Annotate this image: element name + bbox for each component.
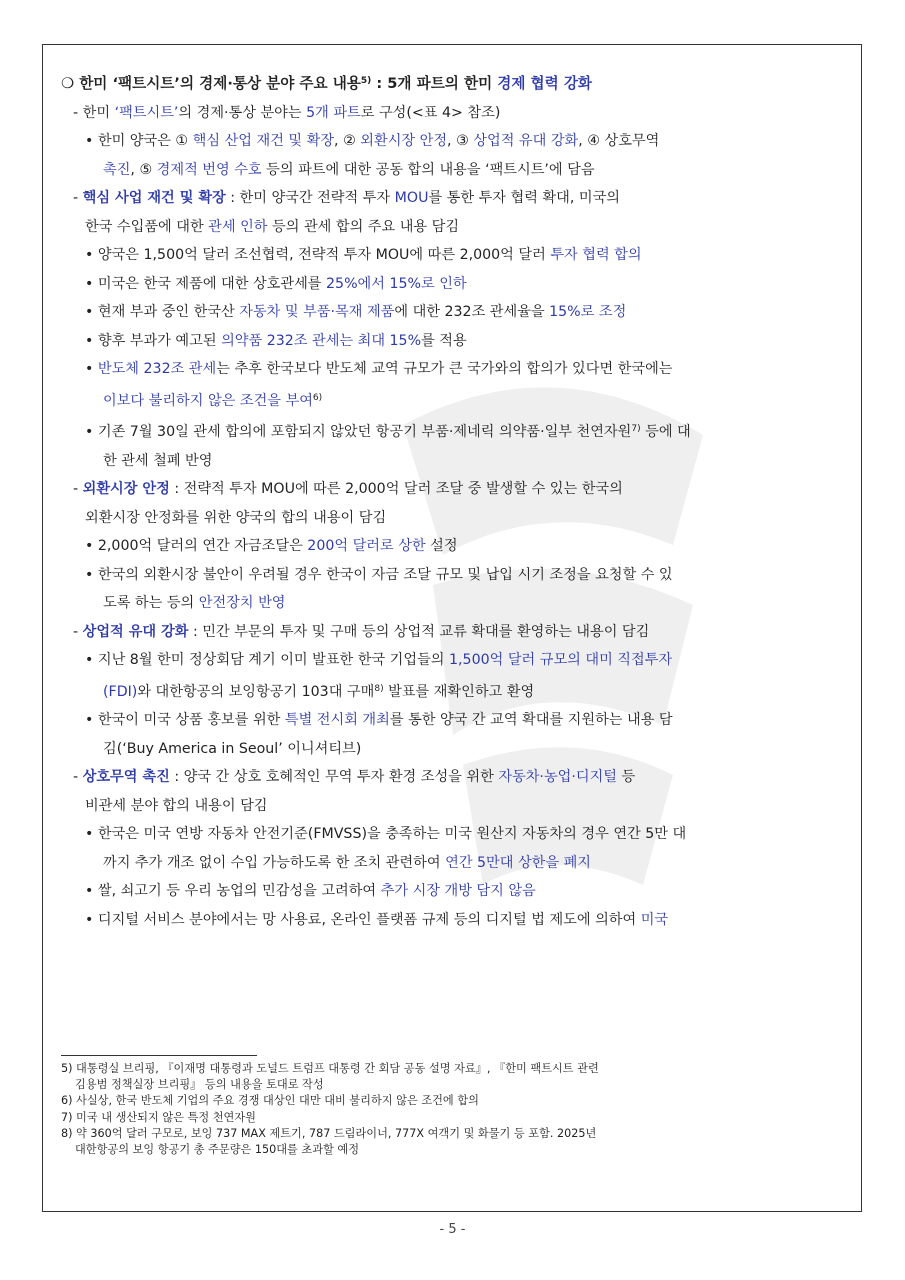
part3-item: - 상업적 유대 강화 : 민간 부문의 투자 및 구매 등의 상업적 교류 확대를 환영하는 내용이 담김 bbox=[73, 623, 650, 640]
overview-bullet: • 한미 양국은 ① 핵심 산업 재건 및 확장, ② 외환시장 안정, ③ 상업적 유대 강화, ④ 상호무역 bbox=[85, 133, 660, 149]
document-frame bbox=[42, 44, 862, 1212]
part1-bullet-4: • 향후 부과가 예고된 의약품 232조 관세는 최대 15%를 적용 bbox=[85, 332, 467, 349]
footnote-divider bbox=[61, 1055, 257, 1056]
part2-item: - 외환시장 안정 : 전략적 투자 MOU에 따른 2,000억 달러 조달 중 발생할 수 있는 한국의 bbox=[73, 481, 623, 497]
part4-bullet-1-cont: 까지 추가 개조 없이 수입 가능하도록 한 조치 관련하여 연간 5만대 상한을 폐지 bbox=[103, 854, 592, 871]
part1-bullet-6: • 기존 7월 30일 관세 합의에 포함되지 않았던 항공기 부품·제네릭 의약품·일부 천연자원$^{7)}$ 등에 대 bbox=[85, 424, 691, 440]
part1-bullet-1: • 양국은 1,500억 달러 조선협력, 전략적 투자 MOU에 따른 2,000억 달러 투자 협력 합의 bbox=[85, 247, 642, 263]
part3-bullet-2: • 한국이 미국 상품 홍보를 위한 특별 전시회 개최를 통한 양국 간 교역 확대를 지원하는 내용 담 bbox=[85, 712, 673, 728]
footnotes bbox=[61, 1061, 851, 1158]
part4-item-cont: 비관세 분야 합의 내용이 담김 bbox=[85, 797, 268, 814]
part1-bullet-2: • 미국은 한국 제품에 대한 상호관세를 25%에서 15%로 인하 bbox=[85, 275, 467, 292]
overview-item: - 한미 ‘팩트시트’의 경제·통상 분야는 5개 파트로 구성(<표 4> 참조) bbox=[73, 104, 501, 121]
part2-item-cont: 외환시장 안정화를 위한 양국의 합의 내용이 담김 bbox=[85, 509, 387, 526]
part1-bullet-6-cont: 한 관세 철폐 반영 bbox=[103, 452, 213, 469]
document-body bbox=[61, 67, 845, 934]
overview-bullet-cont: 촉진, ⑤ 경제적 번영 수호 등의 파트에 대한 공동 합의 내용을 ‘팩트시트’에 담음 bbox=[103, 161, 595, 178]
footnote-8-cont: 대한항공의 보잉 항공기 총 주문량은 150대를 초과할 예정 bbox=[75, 1143, 360, 1157]
part4-bullet-3: • 디지털 서비스 분야에서는 망 사용료, 온라인 플랫폼 규제 등의 디지털 법 제도에 의하여 미국 bbox=[85, 911, 669, 928]
part1-bullet-5: • 반도체 232조 관세는 추후 한국보다 반도체 교역 규모가 큰 국가와의 합의가 있다면 한국에는 bbox=[85, 361, 673, 377]
footnote-8: 8) 약 360억 달러 구모로, 보잉 737 MAX 제트기, 787 드림라이너, 777X 여객기 및 화물기 등 포함. 2025년 bbox=[61, 1126, 597, 1140]
part3-bullet-1-cont: (FDI)와 대한항공의 보잉항공기 103대 구매$^{8)}$ 발표를 재확인하고 환영 bbox=[103, 683, 535, 700]
footnote-6: 6) 사실상, 한국 반도체 기업의 주요 경쟁 대상인 대만 대비 불리하지 않은 조건에 합의 bbox=[61, 1094, 479, 1108]
part3-bullet-1: • 지난 8월 한미 정상회담 계기 이미 발표한 한국 기업들의 1,500억 달러 규모의 대미 직접투자 bbox=[85, 652, 673, 668]
part4-item: - 상호무역 촉진 : 양국 간 상호 호혜적인 무역 투자 환경 조성을 위한 자동차·농업·디지털 등 bbox=[73, 769, 636, 785]
section-heading: ❍ 한미 ‘팩트시트’의 경제·통상 분야 주요 내용$^{5)}$ : 5개 파트의 한미 경제 협력 강화 bbox=[61, 75, 593, 92]
part1-item-cont: 한국 수입품에 대한 관세 인하 등의 관세 합의 주요 내용 담김 bbox=[85, 218, 460, 235]
footnote-7: 7) 미국 내 생산되지 않은 특정 천연자원 bbox=[61, 1110, 256, 1124]
part3-bullet-2-cont: 김(‘Buy America in Seoul’ 이니셔티브) bbox=[103, 740, 362, 757]
part1-bullet-3: • 현재 부과 중인 한국산 자동차 및 부품·목재 제품에 대한 232조 관세율을 15%로 조정 bbox=[85, 304, 627, 320]
part4-bullet-2: • 쌀, 쇠고기 등 우리 농업의 민감성을 고려하여 추가 시장 개방 담지 않음 bbox=[85, 883, 536, 899]
part4-bullet-1: • 한국은 미국 연방 자동차 안전기준(FMVSS)을 충족하는 미국 원산지 자동차의 경우 연간 5만 대 bbox=[85, 826, 687, 842]
footnote-5-cont: 김용범 정책실장 브리핑』 등의 내용을 토대로 작성 bbox=[75, 1078, 324, 1092]
page-number: - 5 - bbox=[439, 1222, 466, 1237]
part2-bullet-2: • 한국의 외환시장 불안이 우려될 경우 한국이 자금 조달 규모 및 납입 시기 조정을 요청할 수 있 bbox=[85, 566, 673, 583]
heading-bullet-icon: ❍ bbox=[61, 75, 75, 92]
part2-bullet-1: • 2,000억 달러의 연간 자금조달은 200억 달러로 상한 설정 bbox=[85, 538, 458, 554]
part2-bullet-2-cont: 도록 하는 등의 안전장치 반영 bbox=[103, 595, 286, 611]
part1-bullet-5-cont: 이보다 불리하지 않은 조건을 부여$^{6)}$ bbox=[103, 392, 323, 409]
footnote-5: 5) 대통령실 브리핑, 『이재명 대통령과 도널드 트럼프 대통령 간 회담 공동 설명 자료』, 『한미 팩트시트 관련 bbox=[61, 1062, 599, 1075]
part1-item: - 핵심 사업 재건 및 확장 : 한미 양국간 전략적 투자 MOU를 통한 투자 협력 확대, 미국의 bbox=[73, 190, 620, 206]
